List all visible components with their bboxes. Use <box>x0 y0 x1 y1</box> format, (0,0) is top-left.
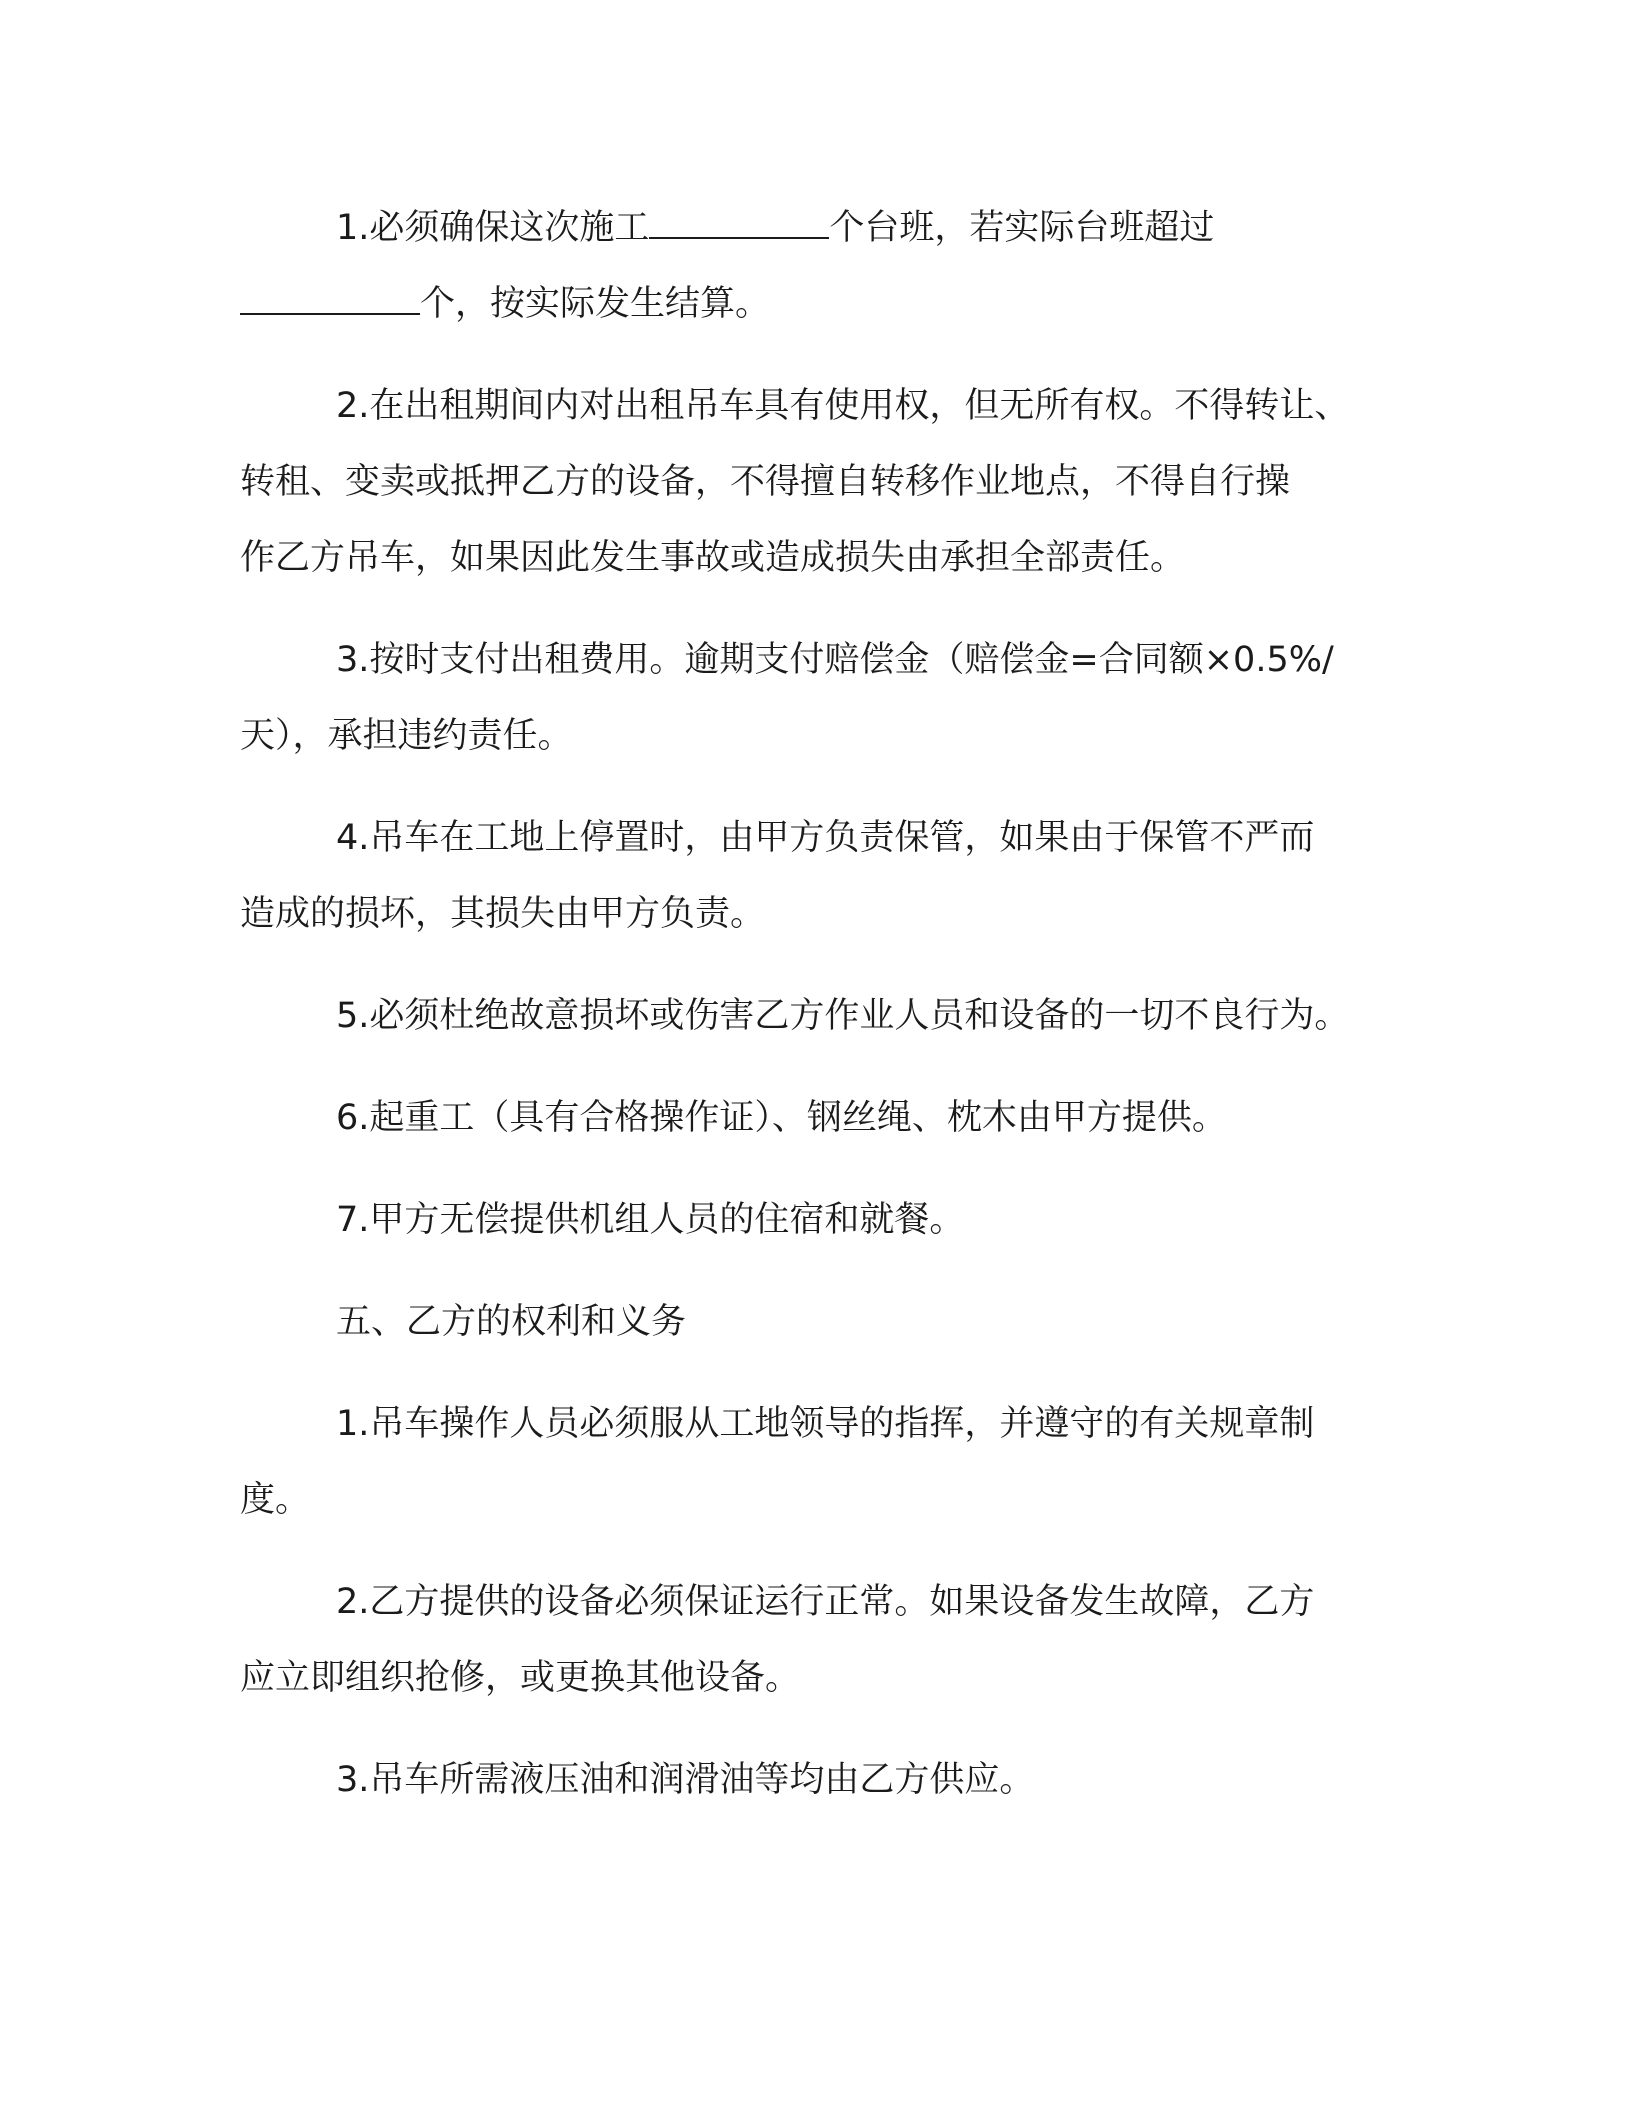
party-b-clause-2 <box>240 1564 1408 1716</box>
clause-4-line-2: 造成的损坏，其损失由甲方负责。 <box>240 894 766 934</box>
party-b-clause-2-line-2: 应立即组织抢修，或更换其他设备。 <box>240 1658 801 1698</box>
clause-2-line-1: 2.在出租期间内对出租吊车具有使用权，但无所有权。不得转让、 <box>336 386 1350 426</box>
clause-1-line-1 <box>240 190 1408 266</box>
clause-1-text-a: 1.必须确保这次施工 <box>336 208 650 248</box>
clause-3-line-1: 3.按时支付出租费用。逾期支付赔偿金（赔偿金=合同额×0.5%/ <box>336 640 1334 680</box>
clause-6-line-1: 6.起重工（具有合格操作证）、钢丝绳、枕木由甲方提供。 <box>336 1098 1227 1138</box>
clause-1-text-c: 个，按实际发生结算。 <box>420 284 771 324</box>
clause-1-line-2 <box>240 266 1408 342</box>
clause-4 <box>240 800 1408 952</box>
section-heading <box>240 1284 1408 1360</box>
clause-4-line-1: 4.吊车在工地上停置时，由甲方负责保管，如果由于保管不严而 <box>336 818 1315 858</box>
clause-2-line-3: 作乙方吊车，如果因此发生事故或造成损失由承担全部责任。 <box>240 538 1186 578</box>
document-body <box>240 190 1408 1844</box>
party-b-clause-1 <box>240 1386 1408 1538</box>
clause-1 <box>240 190 1408 342</box>
clause-5 <box>240 978 1408 1054</box>
clause-2-line-2: 转租、变卖或抵押乙方的设备，不得擅自转移作业地点，不得自行操 <box>240 462 1291 502</box>
party-b-clause-1-line-1: 1.吊车操作人员必须服从工地领导的指挥，并遵守的有关规章制 <box>336 1404 1315 1444</box>
party-b-clause-3-line-1: 3.吊车所需液压油和润滑油等均由乙方供应。 <box>336 1760 1035 1800</box>
clause-1-text-b: 个台班，若实际台班超过 <box>829 208 1215 248</box>
blank-field-shifts[interactable] <box>649 209 829 239</box>
section-heading-text: 五、乙方的权利和义务 <box>336 1302 687 1342</box>
clause-7 <box>240 1182 1408 1258</box>
party-b-clause-3 <box>240 1742 1408 1818</box>
blank-field-excess[interactable] <box>240 285 420 315</box>
party-b-clause-1-line-2: 度。 <box>240 1480 311 1520</box>
clause-3-line-2: 天），承担违约责任。 <box>240 716 573 756</box>
clause-6 <box>240 1080 1408 1156</box>
clause-7-line-1: 7.甲方无偿提供机组人员的住宿和就餐。 <box>336 1200 965 1240</box>
clause-5-line-1: 5.必须杜绝故意损坏或伤害乙方作业人员和设备的一切不良行为。 <box>336 996 1350 1036</box>
clause-3 <box>240 622 1408 774</box>
clause-2 <box>240 368 1408 596</box>
party-b-clause-2-line-1: 2.乙方提供的设备必须保证运行正常。如果设备发生故障，乙方 <box>336 1582 1315 1622</box>
